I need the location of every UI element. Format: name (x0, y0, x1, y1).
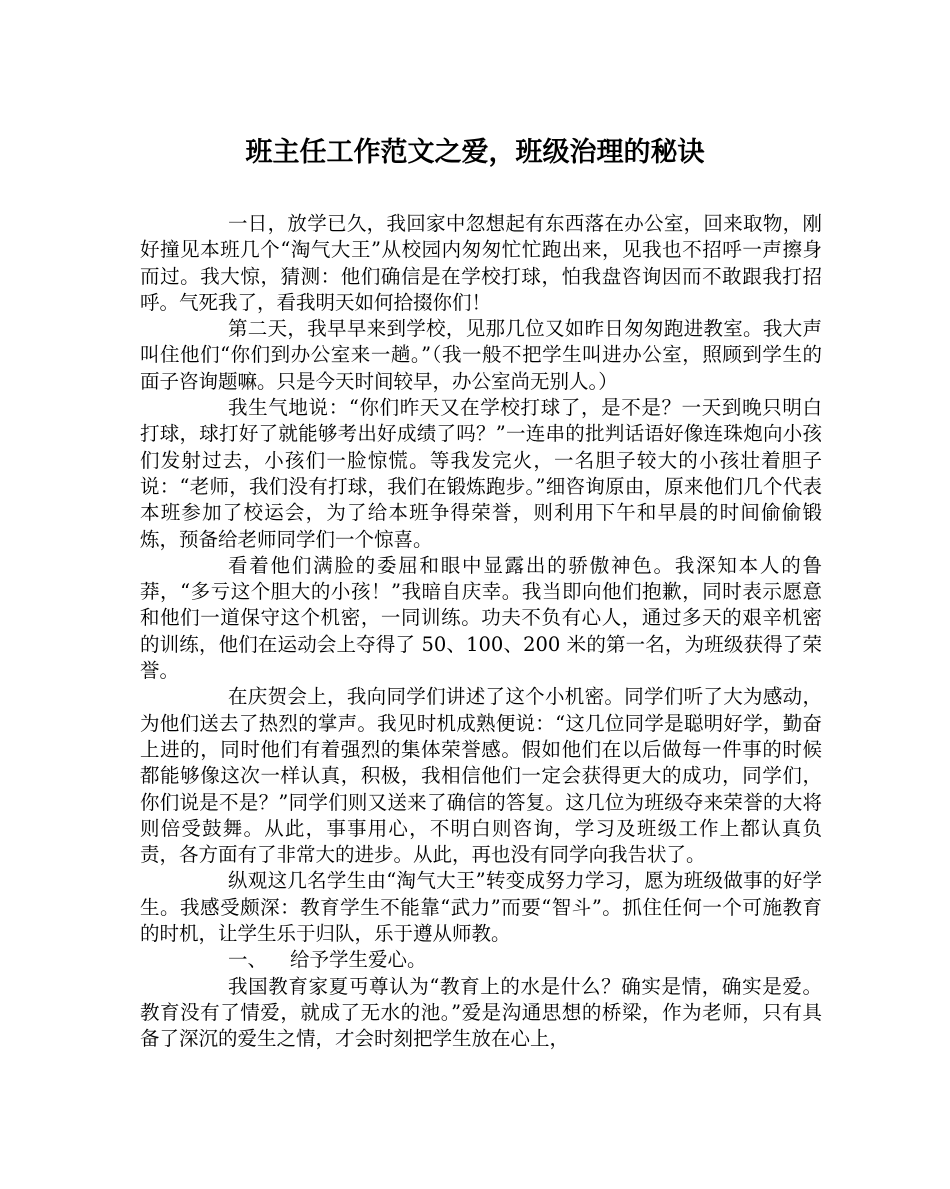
paragraph-3: 我生气地说：“你们昨天又在学校打球了，是不是？一天到晚只明白打球，球打好了就能够考出好成绩了吗？”一连串的批判话语好像连珠炮向小孩们发射过去，小孩们一脸惊慌。等我发完火，一名胆子较大的小孩壮着胆子说：“老师，我们没有打球，我们在锻炼跑步。”细咨询原由，原来他们几个代表本班参加了校运会，为了给本班争得荣誉，则利用下午和早晨的时间偷偷锻炼，预备给老师同学们一个惊喜。 (140, 396, 822, 551)
document-title: 班主任工作范文之爱，班级治理的秘诀 (245, 137, 705, 168)
paragraph-4: 看着他们满脸的委屈和眼中显露出的骄傲神色。我深知本人的鲁莽，“多亏这个胆大的小孩！”我暗自庆幸。我当即向他们抱歉，同时表示愿意和他们一道保守这个机密，一同训练。功夫不负有心人，通过多天的艰辛机密的训练，他们在运动会上夺得了 50、100、200 米的第一名，为班级获得了荣誉。 (140, 553, 822, 683)
paragraph-5: 在庆贺会上，我向同学们讲述了这个小机密。同学们听了大为感动，为他们送去了热烈的掌声。我见时机成熟便说：“这几位同学是聪明好学，勤奋上进的，同时他们有着强烈的集体荣誉感。假如他们在以后做每一件事的时候都能够像这次一样认真，积极，我相信他们一定会获得更大的成功，同学们，你们说是不是？”同学们则又送来了确信的答复。这几位为班级夺来荣誉的大将则倍受鼓舞。从此，事事用心，不明白则咨询，学习及班级工作上都认真负责，各方面有了非常大的进步。从此，再也没有同学向我告状了。 (140, 685, 822, 867)
document-body (140, 211, 822, 1053)
paragraph-6: 纵观这几名学生由“淘气大王”转变成努力学习，愿为班级做事的好学生。我感受颇深：教育学生不能靠“武力”而要“智斗”。抓住任何一个可施教育的时机，让学生乐于归队，乐于遵从师教。 (140, 869, 822, 946)
section-heading-number: 一、 (228, 948, 268, 972)
closing-paragraph: 我国教育家夏丏尊认为“教育上的水是什么？确实是情，确实是爱。教育没有了情爱，就成了无水的池。”爱是沟通思想的桥梁，作为老师，只有具备了深沉的爱生之情，才会时刻把学生放在心上， (140, 974, 822, 1051)
section-heading-text: 给予学生爱心。 (290, 948, 427, 972)
paragraph-1: 一日，放学已久，我回家中忽想起有东西落在办公室，回来取物，刚好撞见本班几个“淘气大王”从校园内匆匆忙忙跑出来，见我也不招呼一声擦身而过。我大惊，猜测：他们确信是在学校打球，怕我盘咨询因而不敢跟我打招呼。气死我了，看我明天如何拾掇你们！ (140, 212, 822, 314)
section-heading (140, 947, 822, 973)
paragraph-2: 第二天，我早早来到学校，见那几位又如昨日匆匆跑进教室。我大声叫住他们“你们到办公室来一趟。”（我一般不把学生叫进办公室，照顾到学生的面子咨询题嘛。只是今天时间较早，办公室尚无别人。） (140, 317, 822, 393)
